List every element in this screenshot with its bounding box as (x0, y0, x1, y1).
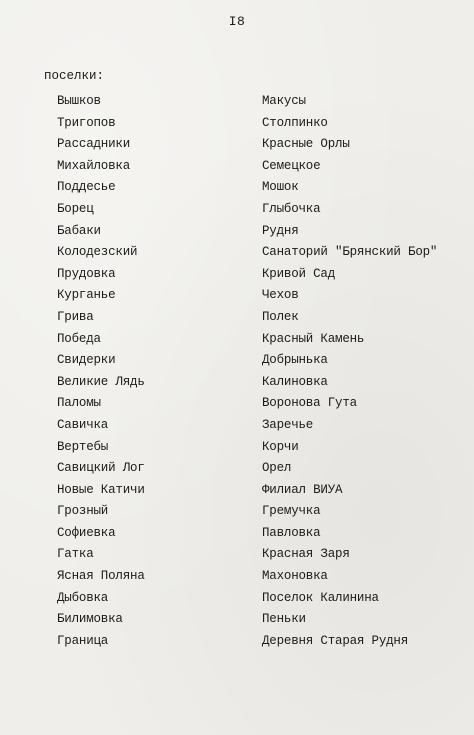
page-number: I8 (228, 14, 246, 29)
list-item: Павловка (262, 525, 321, 540)
list-item: Семецкое (262, 158, 321, 173)
list-item: Михайловка (57, 158, 131, 173)
list-item: Красная Заря (262, 547, 350, 562)
list-item: Воронова Гута (262, 396, 357, 411)
list-item: Савичка (57, 417, 109, 432)
list-item: Санаторий "Брянский Бор" (262, 245, 438, 260)
list-item: Грива (57, 309, 94, 324)
list-item: Борец (57, 201, 94, 216)
list-item: Дыбовка (57, 590, 109, 605)
list-item: Добрынька (262, 353, 328, 368)
list-item: Паломы (57, 396, 101, 411)
list-item: Победа (57, 331, 101, 346)
list-item: Махоновка (262, 569, 328, 584)
list-item: Новые Катичи (57, 482, 145, 497)
list-item: Корчи (262, 439, 299, 454)
list-item: Чехов (262, 288, 299, 303)
section-heading: поселки: (44, 69, 105, 83)
list-item: Поселок Калинина (262, 590, 379, 605)
list-item: Макусы (262, 94, 306, 108)
list-item: Мошок (262, 180, 299, 195)
list-item: Пеньки (262, 612, 306, 627)
list-item: Рассадники (57, 137, 131, 152)
list-item: Прудовка (57, 266, 116, 281)
list-item: Гатка (57, 547, 94, 562)
list-item: Полек (262, 309, 299, 324)
list-item: Красный Камень (262, 331, 365, 346)
list-item: Поддесье (57, 180, 116, 195)
list-item: Вышков (57, 94, 101, 108)
settlement-list-left (57, 91, 247, 652)
list-item: Заречье (262, 417, 314, 432)
list-item: Савицкий Лог (57, 461, 145, 476)
list-item: Свидерки (57, 353, 116, 368)
list-item: Калиновка (262, 374, 328, 389)
list-item: Гремучка (262, 504, 321, 519)
list-item: Курганье (57, 288, 116, 303)
list-item: Билимовка (57, 612, 123, 627)
list-item: Бабаки (57, 223, 101, 238)
list-item: Колодезский (57, 245, 138, 260)
list-item: Великие Лядь (57, 374, 145, 389)
list-item: Кривой Сад (262, 266, 336, 281)
list-item: Рудня (262, 223, 299, 238)
list-item: Граница (57, 633, 109, 648)
list-item: Глыбочка (262, 201, 321, 216)
list-item: Филиал ВИУА (262, 482, 343, 497)
list-item: Ясная Поляна (57, 569, 145, 584)
list-item: Деревня Старая Рудня (262, 633, 409, 648)
list-item: Грозный (57, 504, 109, 519)
list-item: Софиевка (57, 525, 116, 540)
list-item: Столпинко (262, 115, 328, 130)
list-item: Красные Орлы (262, 137, 350, 152)
settlement-list-right (262, 91, 462, 652)
list-item: Орел (262, 461, 292, 476)
list-item: Вертебы (57, 439, 109, 454)
list-item: Тригопов (57, 115, 116, 130)
